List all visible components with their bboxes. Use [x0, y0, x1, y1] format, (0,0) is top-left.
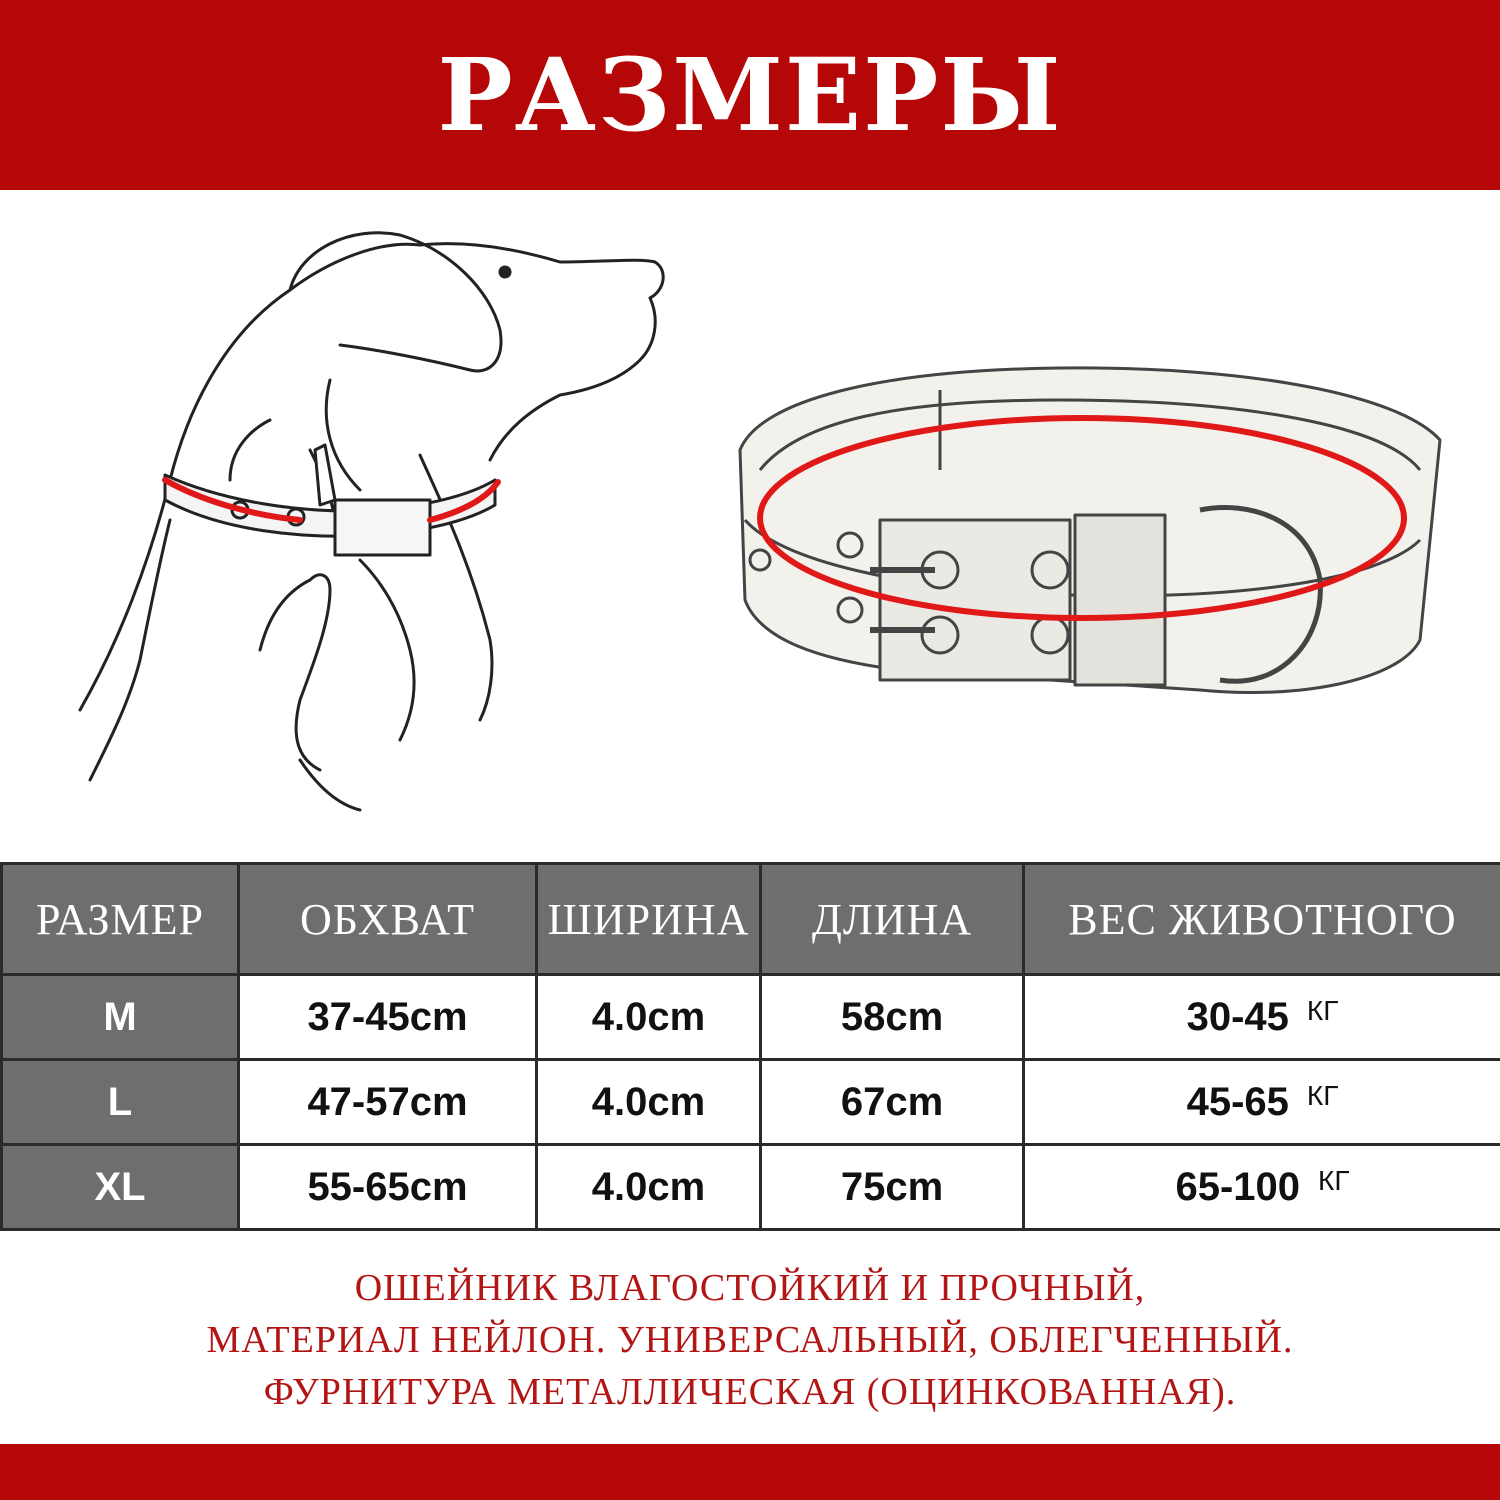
weight-cell: [1024, 1145, 1500, 1230]
header-width: ШИРИНА: [537, 864, 761, 975]
width-cell: 4.0cm: [537, 975, 761, 1060]
girth-cell: 37-45cm: [239, 975, 537, 1060]
length-cell: 67cm: [761, 1060, 1024, 1145]
length-cell: 58cm: [761, 975, 1024, 1060]
weight-unit: КГ: [1306, 994, 1339, 1026]
weight-cell: [1024, 975, 1500, 1060]
table-row: [2, 1145, 1500, 1230]
weight-cell: [1024, 1060, 1500, 1145]
header-banner: [0, 0, 1500, 190]
girth-cell: 55-65cm: [239, 1145, 537, 1230]
dog-illustration: [80, 233, 663, 810]
header-size: РАЗМЕР: [2, 864, 239, 975]
width-cell: 4.0cm: [537, 1060, 761, 1145]
table-row: [2, 1060, 1500, 1145]
description-line-1: ОШЕЙНИК ВЛАГОСТОЙКИЙ И ПРОЧНЫЙ,: [354, 1267, 1146, 1309]
weight-value: 30-45: [1186, 994, 1289, 1039]
size-table: [0, 862, 1500, 1231]
header-length: ДЛИНА: [761, 864, 1024, 975]
table-row: [2, 975, 1500, 1060]
weight-unit: КГ: [1318, 1164, 1350, 1196]
weight-value: 45-65: [1186, 1079, 1289, 1124]
header-girth: ОБХВАТ: [239, 864, 537, 975]
table-header-row: [2, 864, 1500, 975]
width-cell: 4.0cm: [537, 1145, 761, 1230]
description-line-2: МАТЕРИАЛ НЕЙЛОН. УНИВЕРСАЛЬНЫЙ, ОБЛЕГЧЕННЫЙ.: [206, 1319, 1294, 1361]
illustrations: [0, 200, 1500, 840]
girth-cell: 47-57cm: [239, 1060, 537, 1145]
footer-bar: [0, 1444, 1500, 1500]
weight-unit: КГ: [1306, 1079, 1339, 1111]
description-line-3: ФУРНИТУРА МЕТАЛЛИЧЕСКАЯ (ОЦИНКОВАННАЯ).: [263, 1371, 1237, 1413]
size-cell: M: [2, 975, 239, 1060]
length-cell: 75cm: [761, 1145, 1024, 1230]
weight-value: 65-100: [1175, 1164, 1301, 1209]
product-description: [0, 1262, 1500, 1418]
size-cell: L: [2, 1060, 239, 1145]
size-cell: XL: [2, 1145, 239, 1230]
page-title: РАЗМЕРЫ: [437, 36, 1063, 154]
header-weight: ВЕС ЖИВОТНОГО: [1024, 864, 1500, 975]
